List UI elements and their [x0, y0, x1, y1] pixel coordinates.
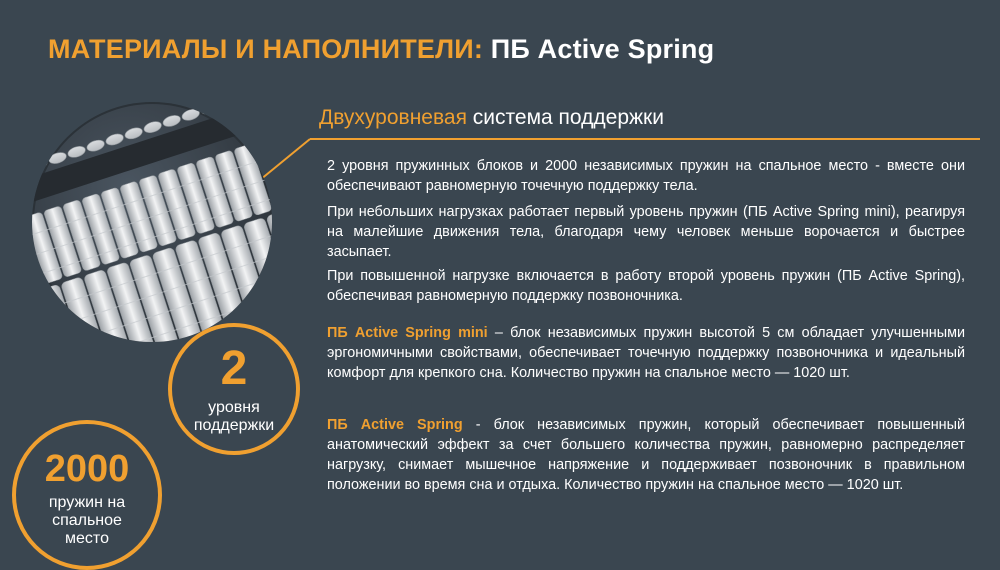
main-block-name: ПБ Active Spring	[327, 417, 463, 433]
section-subtitle-accent: Двухуровневая	[319, 106, 467, 129]
paragraph-intro: 2 уровня пружинных блоков и 2000 независимых пружин на спальное место - вместе они обеспечивают равномерную точечную поддержку тела.	[327, 158, 965, 194]
mini-block-name: ПБ Active Spring mini	[327, 325, 488, 341]
springs-label-line1: пружин на	[48, 494, 126, 511]
levels-label	[194, 399, 274, 435]
springs-label-line3: место	[65, 530, 109, 547]
levels-label-line1: уровня	[208, 399, 260, 416]
springs-label-line2: спальное	[52, 512, 122, 529]
main-block-description: - блок независимых пружин, который обеспечивает повышенный анатомический эффект за счет большего количества пружин, равномерно распределяет нагрузку, снимает мышечное напряжение и поддерживает позвоночник в правильном положении во время сна и отдыха. Количество пружин на спальное место — 1020 шт.	[327, 417, 965, 493]
levels-label-line2: поддержки	[193, 417, 275, 434]
spring-block-image	[32, 102, 272, 342]
page-title-accent: МАТЕРИАЛЫ И НАПОЛНИТЕЛИ:	[48, 34, 484, 64]
paragraph-heavy-load: При повышенной нагрузке включается в работу второй уровень пружин (ПБ Active Spring), обеспечивая равномерную поддержку позвоночника.	[327, 268, 965, 304]
springs-label	[49, 494, 125, 548]
springs-count: 2000	[44, 448, 130, 490]
paragraph-main-block	[327, 415, 965, 495]
page-title-product: ПБ Active Spring	[490, 34, 715, 64]
levels-count: 2	[220, 342, 248, 395]
section-subtitle-rest: система поддержки	[472, 106, 664, 129]
paragraph-mini-block	[327, 323, 965, 383]
paragraph-light-load: При небольших нагрузках работает первый уровень пружин (ПБ Active Spring mini), реагируя на малейшие движения тела, благодаря чему человек меньше ворочается и быстрее засыпает.	[327, 204, 965, 260]
spring-block-illustration	[32, 102, 272, 342]
springs-badge	[12, 420, 162, 570]
levels-badge	[168, 323, 300, 455]
mini-block-description: – блок независимых пружин высотой 5 см обладает улучшенными эргономичными свойствами, обеспечивает точечную поддержку позвоночника и идеальный комфорт для крепкого сна. Количество пружин на спальное место — 1020 шт.	[327, 325, 965, 381]
